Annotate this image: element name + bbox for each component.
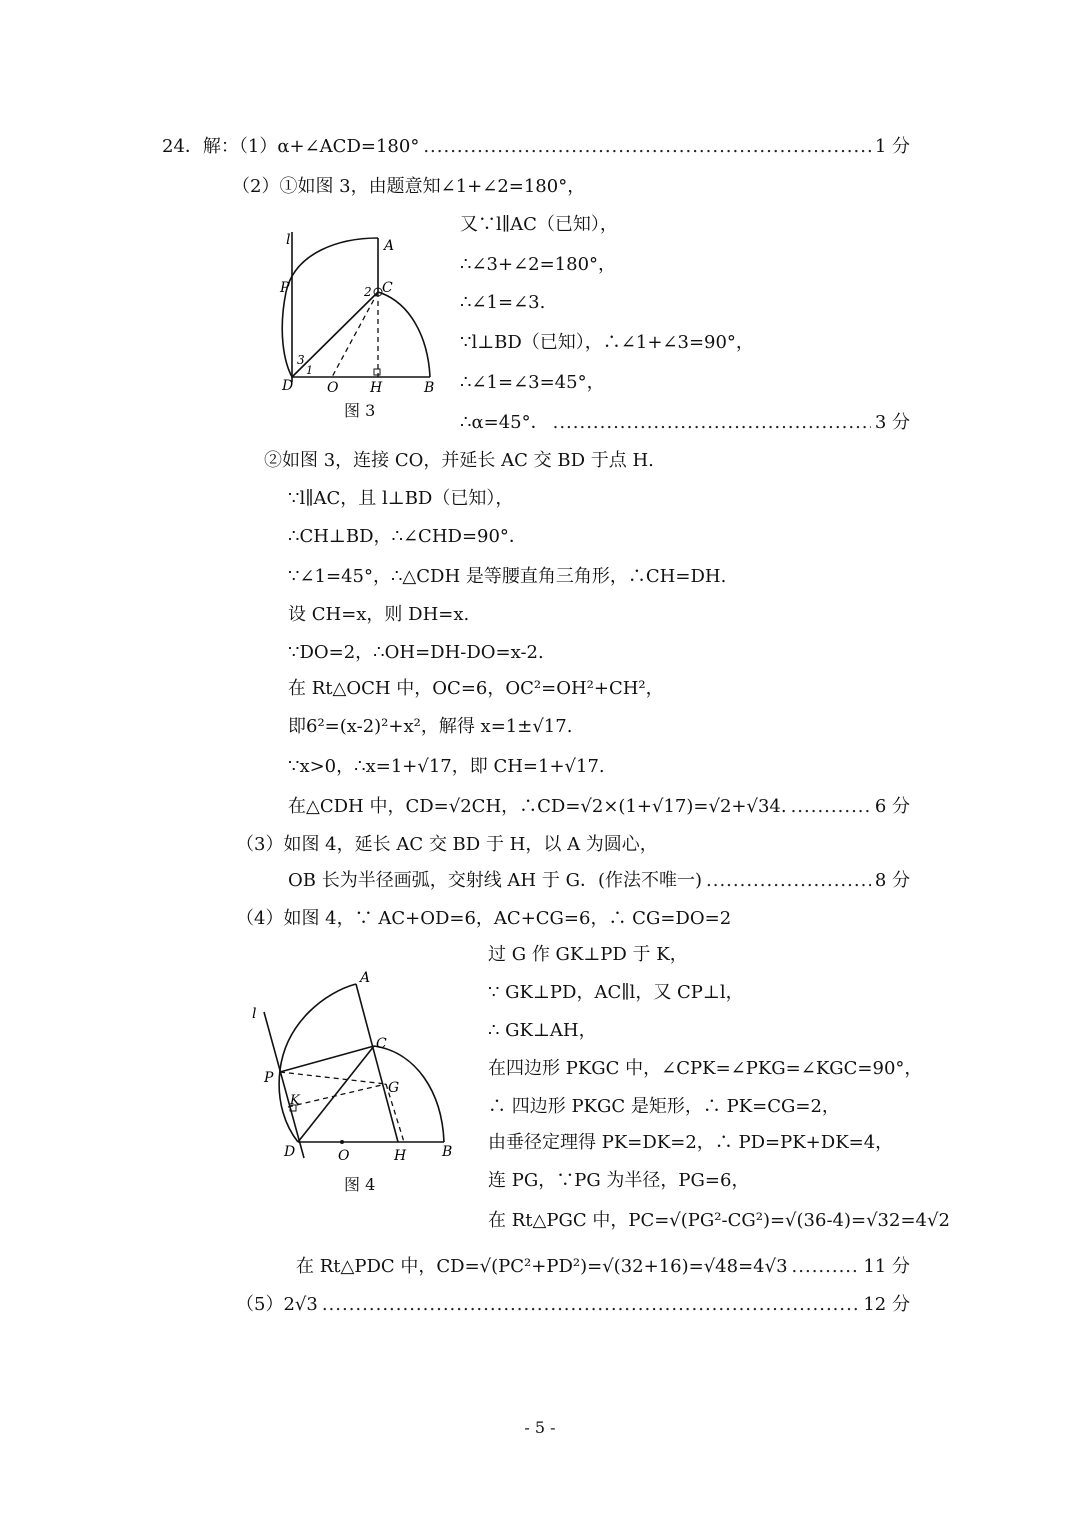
- p2b-line: ∵x>0，∴x=1+√17，即 CH=1+√17.: [288, 756, 605, 777]
- fig4-label-P: P: [264, 1070, 274, 1086]
- p2-right-line: ∴∠3+∠2=180°，: [460, 254, 617, 275]
- p4-right-line: 在四边形 PKGC 中，∠CPK=∠PKG=∠KGC=90°，: [488, 1058, 923, 1079]
- p4-right-line: 过 G 作 GK⊥PD 于 K，: [488, 944, 688, 965]
- fig4-label-A: A: [360, 970, 371, 986]
- figure-4-caption: 图 4: [344, 1175, 376, 1194]
- figure-3: [270, 222, 440, 402]
- fig4-label-H: H: [394, 1148, 407, 1164]
- score-label: 8 分: [874, 870, 910, 891]
- figure-4: [246, 962, 466, 1177]
- p2b-line: ∵DO=2，∴OH=DH-DO=x-2.: [288, 642, 544, 663]
- fig4-label-B: B: [442, 1144, 453, 1160]
- score-label: 3 分: [874, 412, 910, 433]
- p4-right-line: 连 PG，∵PG 为半径，PG=6，: [488, 1170, 750, 1191]
- p4-right-line: ∵ GK⊥PD，AC∥l，又 CP⊥l，: [488, 982, 744, 1003]
- fig4-label-D: D: [284, 1144, 296, 1160]
- fig3-label-O: O: [327, 380, 339, 396]
- p2-right-line: ∴∠1=∠3.: [460, 292, 546, 313]
- answer-line-part4: 在 Rt△PDC 中，CD=√(PC²+PD²)=√(32+16)=√48=4√3 ..... 11 分: [296, 1256, 910, 1278]
- p2b-line: ②如图 3，连接 CO，并延长 AC 交 BD 于点 H.: [264, 450, 654, 471]
- fig3-label-1: 1: [306, 364, 313, 377]
- fig3-label-C: C: [382, 280, 393, 296]
- score-label: 1 分: [874, 136, 910, 157]
- answer-line-alpha: ∴α=45°． ..... 3 分: [460, 412, 910, 434]
- answer-line-1: 24．解：（1）α+∠ACD=180° ..... 1 分: [162, 136, 910, 158]
- fig4-label-l: l: [252, 1006, 257, 1022]
- score-label: 11 分: [863, 1256, 910, 1277]
- fig3-label-B: B: [424, 380, 435, 396]
- fig3-label-3: 3: [297, 353, 305, 367]
- answer-line-cd: 在△CDH 中，CD=√2CH，∴CD=√2×(1+√17)=√2+√34. ..... 6 分: [288, 796, 910, 818]
- figure-3-caption: 图 3: [344, 401, 376, 420]
- answer-line-part3: OB 长为半径画弧，交射线 AH 于 G．(作法不唯一) ..... 8 分: [288, 870, 910, 892]
- score-label: 12 分: [863, 1294, 910, 1315]
- answer-line-part5: （5）2√3 ..... 12 分: [236, 1294, 910, 1316]
- p2b-line: ∵∠1=45°，∴△CDH 是等腰直角三角形，∴CH=DH.: [288, 566, 727, 587]
- p2-right-line: ∴∠1=∠3=45°，: [460, 372, 605, 393]
- p4-right-line: ∴ 四边形 PKGC 是矩形，∴ PK=CG=2，: [488, 1096, 840, 1117]
- p4-right-line: 由垂径定理得 PK=DK=2，∴ PD=PK+DK=4，: [488, 1132, 894, 1153]
- part4-intro: （4）如图 4，∵ AC+OD=6，AC+CG=6，∴ CG=DO=2: [236, 908, 732, 929]
- p4-right-line: 在 Rt△PGC 中，PC=√(PG²-CG²)=√(36-4)=√32=4√2: [488, 1210, 950, 1231]
- p4-right-line: ∴ GK⊥AH，: [488, 1020, 597, 1041]
- p2b-line: 即6²=(x-2)²+x²，解得 x=1±√17.: [288, 716, 573, 737]
- p2b-line: ∴CH⊥BD，∴∠CHD=90°．: [288, 526, 527, 547]
- fig4-label-K: K: [290, 1093, 300, 1108]
- page-number: - 5 -: [524, 1418, 556, 1437]
- part2-intro: （2）①如图 3，由题意知∠1+∠2=180°，: [232, 176, 586, 197]
- fig3-label-A: A: [384, 238, 395, 254]
- fig4-label-C: C: [376, 1036, 387, 1052]
- fig3-label-2: 2: [364, 285, 372, 299]
- fig3-label-D: D: [282, 378, 294, 394]
- fig3-label-P: P: [280, 280, 290, 296]
- fig3-label-H: H: [370, 380, 383, 396]
- p2b-line: ∵l∥AC，且 l⊥BD（已知），: [288, 488, 514, 509]
- fig3-label-l: l: [286, 232, 291, 248]
- p2b-line: 在 Rt△OCH 中，OC=6，OC²=OH²+CH²，: [288, 678, 664, 699]
- fig4-label-G: G: [388, 1080, 400, 1096]
- p2-right-line: 又∵l∥AC（已知），: [460, 214, 618, 235]
- p2b-line: 设 CH=x，则 DH=x.: [288, 604, 470, 625]
- part3-line: （3）如图 4，延长 AC 交 BD 于 H，以 A 为圆心，: [236, 834, 658, 855]
- p2-right-line: ∵l⊥BD（已知），∴∠1+∠3=90°，: [460, 332, 754, 353]
- score-label: 6 分: [874, 796, 910, 817]
- fig4-label-O: O: [338, 1148, 350, 1164]
